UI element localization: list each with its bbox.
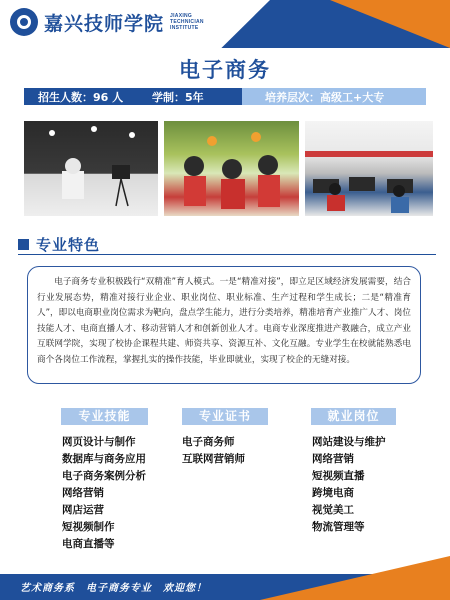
list-item: 跨境电商 (312, 487, 354, 499)
list-item: 网店运营 (62, 504, 104, 516)
certs-tag: 专业证书 (182, 408, 268, 425)
list-item: 短视频直播 (312, 470, 365, 482)
list-item: 网络营销 (62, 487, 104, 499)
section-divider (18, 254, 436, 255)
school-emblem-icon (10, 8, 38, 36)
certs-list (182, 434, 245, 468)
enrollment-count: 招生人数：96 人 (38, 91, 124, 104)
studio-photo (24, 121, 158, 216)
list-item: 数据库与商务应用 (62, 453, 146, 465)
duration: 学制：5年 (152, 91, 204, 104)
footer-orange-accent (260, 556, 450, 600)
section-square-icon (18, 239, 29, 250)
classroom-photo (305, 121, 433, 216)
section-title: 专业特色 (36, 236, 101, 254)
jobs-tag: 就业岗位 (311, 408, 396, 425)
footer-slogan: 艺术商务系 电子商务专业 欢迎您！ (20, 583, 207, 594)
school-logo (10, 8, 204, 36)
jobs-list (312, 434, 386, 536)
list-item: 电商直播等 (62, 538, 115, 550)
page-title: 电子商务 (179, 58, 271, 82)
description-box (27, 266, 421, 384)
description-text: 电子商务专业积极践行“双精准”育人模式。一是“精准对接”，即立足区域经济发展需要，结合行业发展态势，精准对接行业企业、职业岗位、职业标准、生产过程和学生成长；二是“精准育人”，即以电商职业岗位需求为靶向，盘点学生能力，进行分类培养，精准培育产业推广人才、岗位技能人才、电商直播人才、移动营销人才和创新创业人才。电商专业深度推进产教融合，成立产业互联网学院，实现了校协企课程共建、师资共享、资源互补、文化互融。专业学生在校就能熟悉电商个各岗位工作流程，掌握扎实的操作技能，毕业即就业，实现了校企的无缝对接。 (37, 277, 411, 365)
training-level: 培养层次：高级工+大专 (265, 91, 385, 104)
list-item: 网页设计与制作 (62, 436, 136, 448)
list-item: 物流管理等 (312, 521, 365, 533)
list-item: 短视频制作 (62, 521, 115, 533)
list-item: 电子商务案例分析 (62, 470, 146, 482)
list-item: 网络营销 (312, 453, 354, 465)
list-item: 互联网营销师 (182, 453, 245, 465)
list-item: 网站建设与维护 (312, 436, 386, 448)
list-item: 电子商务师 (182, 436, 235, 448)
school-name: 嘉兴技师学院 (44, 12, 165, 35)
info-bar (24, 88, 426, 105)
skills-tag: 专业技能 (61, 408, 148, 425)
header-orange-accent (330, 0, 450, 48)
list-item: 视觉美工 (312, 504, 354, 516)
school-name-en: JIAXING TECHNICIAN INSTITUTE (170, 13, 204, 31)
section-header (18, 234, 100, 255)
skills-list (62, 434, 146, 553)
livestream-orchard-photo (164, 121, 299, 216)
photo-strip (24, 121, 433, 216)
